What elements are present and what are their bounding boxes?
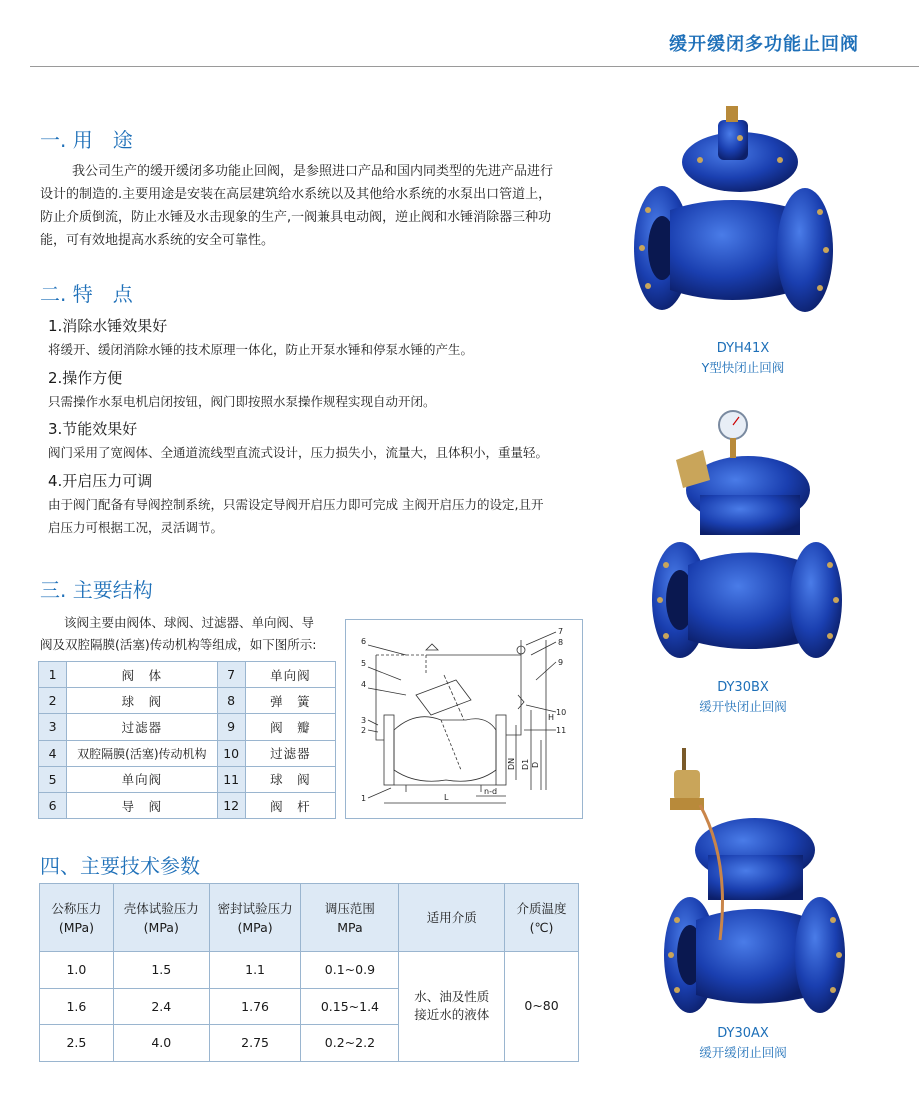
table-cell: 1.76 (209, 988, 301, 1025)
diagram-label: D (531, 761, 540, 768)
part-name: 双腔隔膜(活塞)传动机构 (67, 740, 218, 766)
table-cell: 1.0 (40, 952, 114, 989)
diagram-label: 10 (556, 708, 567, 717)
inlet-flange (384, 715, 394, 785)
diagram-label: n-d (484, 787, 498, 796)
table-row (39, 792, 336, 818)
params-heading: 四、主要技术参数 (40, 854, 200, 878)
part-number: 6 (39, 792, 67, 818)
table-row (39, 688, 336, 714)
part-name: 球 阀 (67, 688, 218, 714)
usage-line-2: 设计的制造的.主要用途是安装在高层建筑给水系统以及其他给水系统的水泵出口管道上， (40, 187, 552, 202)
diagram-label: 7 (558, 627, 564, 636)
table-cell: 2.75 (209, 1025, 301, 1062)
product-name-1: Y型快闭止回阀 (701, 360, 785, 375)
structure-heading: 三. 主要结构 (40, 578, 153, 602)
column-header: 壳体试验压力 (MPa) (113, 884, 209, 952)
part-name: 阀 杆 (245, 792, 335, 818)
part-name: 阀 瓣 (245, 714, 335, 740)
part-number: 9 (217, 714, 245, 740)
page-title: 缓开缓闭多功能止回阀 (669, 34, 859, 55)
product-image-dy30ax (660, 740, 850, 1020)
title-divider (30, 66, 919, 67)
column-header: 公称压力 (MPa) (40, 884, 114, 952)
table-cell: 1.6 (40, 988, 114, 1025)
part-number: 10 (217, 740, 245, 766)
table-cell: 0.1~0.9 (301, 952, 399, 989)
diagram-label: 8 (558, 638, 564, 647)
table-row (39, 740, 336, 766)
structure-intro-1: 该阀主要由阀体、球阀、过滤器、单向阀、导 (64, 615, 315, 630)
table-cell: 4.0 (113, 1025, 209, 1062)
part-number: 11 (217, 766, 245, 792)
diagram-label: 11 (556, 726, 567, 735)
outlet-flange (496, 715, 506, 785)
diagram-label: 1 (361, 794, 367, 803)
table-row (39, 714, 336, 740)
part-name: 过滤器 (67, 714, 218, 740)
product-model-3: DY30AX (717, 1026, 769, 1041)
part-name: 弹 簧 (245, 688, 335, 714)
table-row (40, 952, 579, 989)
structure-intro-2: 阀及双腔隔膜(活塞)传动机构等组成，如下图所示: (40, 637, 317, 652)
part-number: 3 (39, 714, 67, 740)
diagram-label: 9 (558, 658, 564, 667)
table-cell: 0.15~1.4 (301, 988, 399, 1025)
usage-line-1: 我公司生产的缓开缓闭多功能止回阀，是参照进口产品和国内同类型的先进产品进行 (72, 164, 554, 179)
part-number: 4 (39, 740, 67, 766)
part-name: 阀 体 (67, 662, 218, 688)
feature-title-1: 1.消除水锤效果好 (48, 317, 168, 335)
feature-text-3: 阀门采用了宽阀体、全通道流线型直流式设计，压力损失小，流量大，且体积小，重量轻。 (48, 445, 549, 460)
usage-line-4: 能，可有效地提高水系统的安全可靠性。 (40, 233, 275, 248)
diagram-label: 6 (361, 637, 367, 646)
column-header: 适用介质 (399, 884, 505, 952)
product-model-2: DY30BX (717, 680, 769, 695)
medium-cell: 水、油及性质 接近水的液体 (399, 952, 505, 1062)
part-number: 12 (217, 792, 245, 818)
diagram-label: 5 (361, 659, 367, 668)
product-image-dy30bx (648, 400, 848, 662)
part-name: 导 阀 (67, 792, 218, 818)
part-number: 2 (39, 688, 67, 714)
table-cell: 0.2~2.2 (301, 1025, 399, 1062)
table-cell: 2.4 (113, 988, 209, 1025)
part-number: 7 (217, 662, 245, 688)
features-heading: 二. 特 点 (40, 282, 133, 306)
part-name: 球 阀 (245, 766, 335, 792)
valve-body-outline (394, 717, 496, 782)
column-header: 调压范围 MPa (301, 884, 399, 952)
diagram-label: D1 (521, 758, 530, 770)
diagram-label: H (548, 713, 555, 722)
part-number: 5 (39, 766, 67, 792)
feature-title-2: 2.操作方便 (48, 369, 123, 387)
part-name: 过滤器 (245, 740, 335, 766)
bonnet-outline (416, 680, 471, 715)
usage-line-3: 防止介质倒流，防止水锤及水击现象的生产,一阀兼具电动阀，逆止阀和水锤消除器三种功 (40, 210, 552, 225)
feature-text-4a: 由于阀门配备有导阀控制系统，只需设定导阀开启压力即可完成 主阀开启压力的设定,且开 (48, 497, 544, 512)
feature-title-4: 4.开启压力可调 (48, 472, 153, 490)
table-cell: 1.5 (113, 952, 209, 989)
valve-structure-diagram (345, 619, 583, 819)
diagram-label: DN (507, 757, 516, 770)
diagram-label: L (444, 793, 449, 802)
diagram-label: 2 (361, 726, 367, 735)
feature-text-1: 将缓开、缓闭消除水锤的技术原理一体化，防止开泵水锤和停泵水锤的产生。 (48, 342, 474, 357)
feature-text-4b: 启压力可根据工况，灵活调节。 (48, 520, 224, 535)
valve-schematic (346, 620, 582, 818)
params-table (39, 883, 579, 1062)
temperature-cell: 0~80 (505, 952, 579, 1062)
table-header-row (40, 884, 579, 952)
column-header: 介质温度 (℃) (505, 884, 579, 952)
product-image-dyh41x (630, 100, 840, 340)
product-model-1: DYH41X (716, 341, 770, 356)
usage-heading: 一. 用 途 (40, 128, 133, 152)
diagram-label: 4 (361, 680, 367, 689)
part-number: 1 (39, 662, 67, 688)
product-name-3: 缓开缓闭止回阀 (699, 1045, 787, 1060)
table-cell: 1.1 (209, 952, 301, 989)
part-name: 单向阀 (245, 662, 335, 688)
part-number: 8 (217, 688, 245, 714)
product-name-2: 缓开快闭止回阀 (699, 699, 787, 714)
feature-text-2: 只需操作水泵电机启闭按钮，阀门即按照水泵操作规程实现自动开闭。 (48, 394, 436, 409)
feature-title-3: 3.节能效果好 (48, 420, 138, 438)
table-row (39, 662, 336, 688)
diagram-label: 3 (361, 716, 367, 725)
part-name: 单向阀 (67, 766, 218, 792)
structure-parts-table (38, 661, 336, 819)
table-row (39, 766, 336, 792)
column-header: 密封试验压力 (MPa) (209, 884, 301, 952)
table-cell: 2.5 (40, 1025, 114, 1062)
